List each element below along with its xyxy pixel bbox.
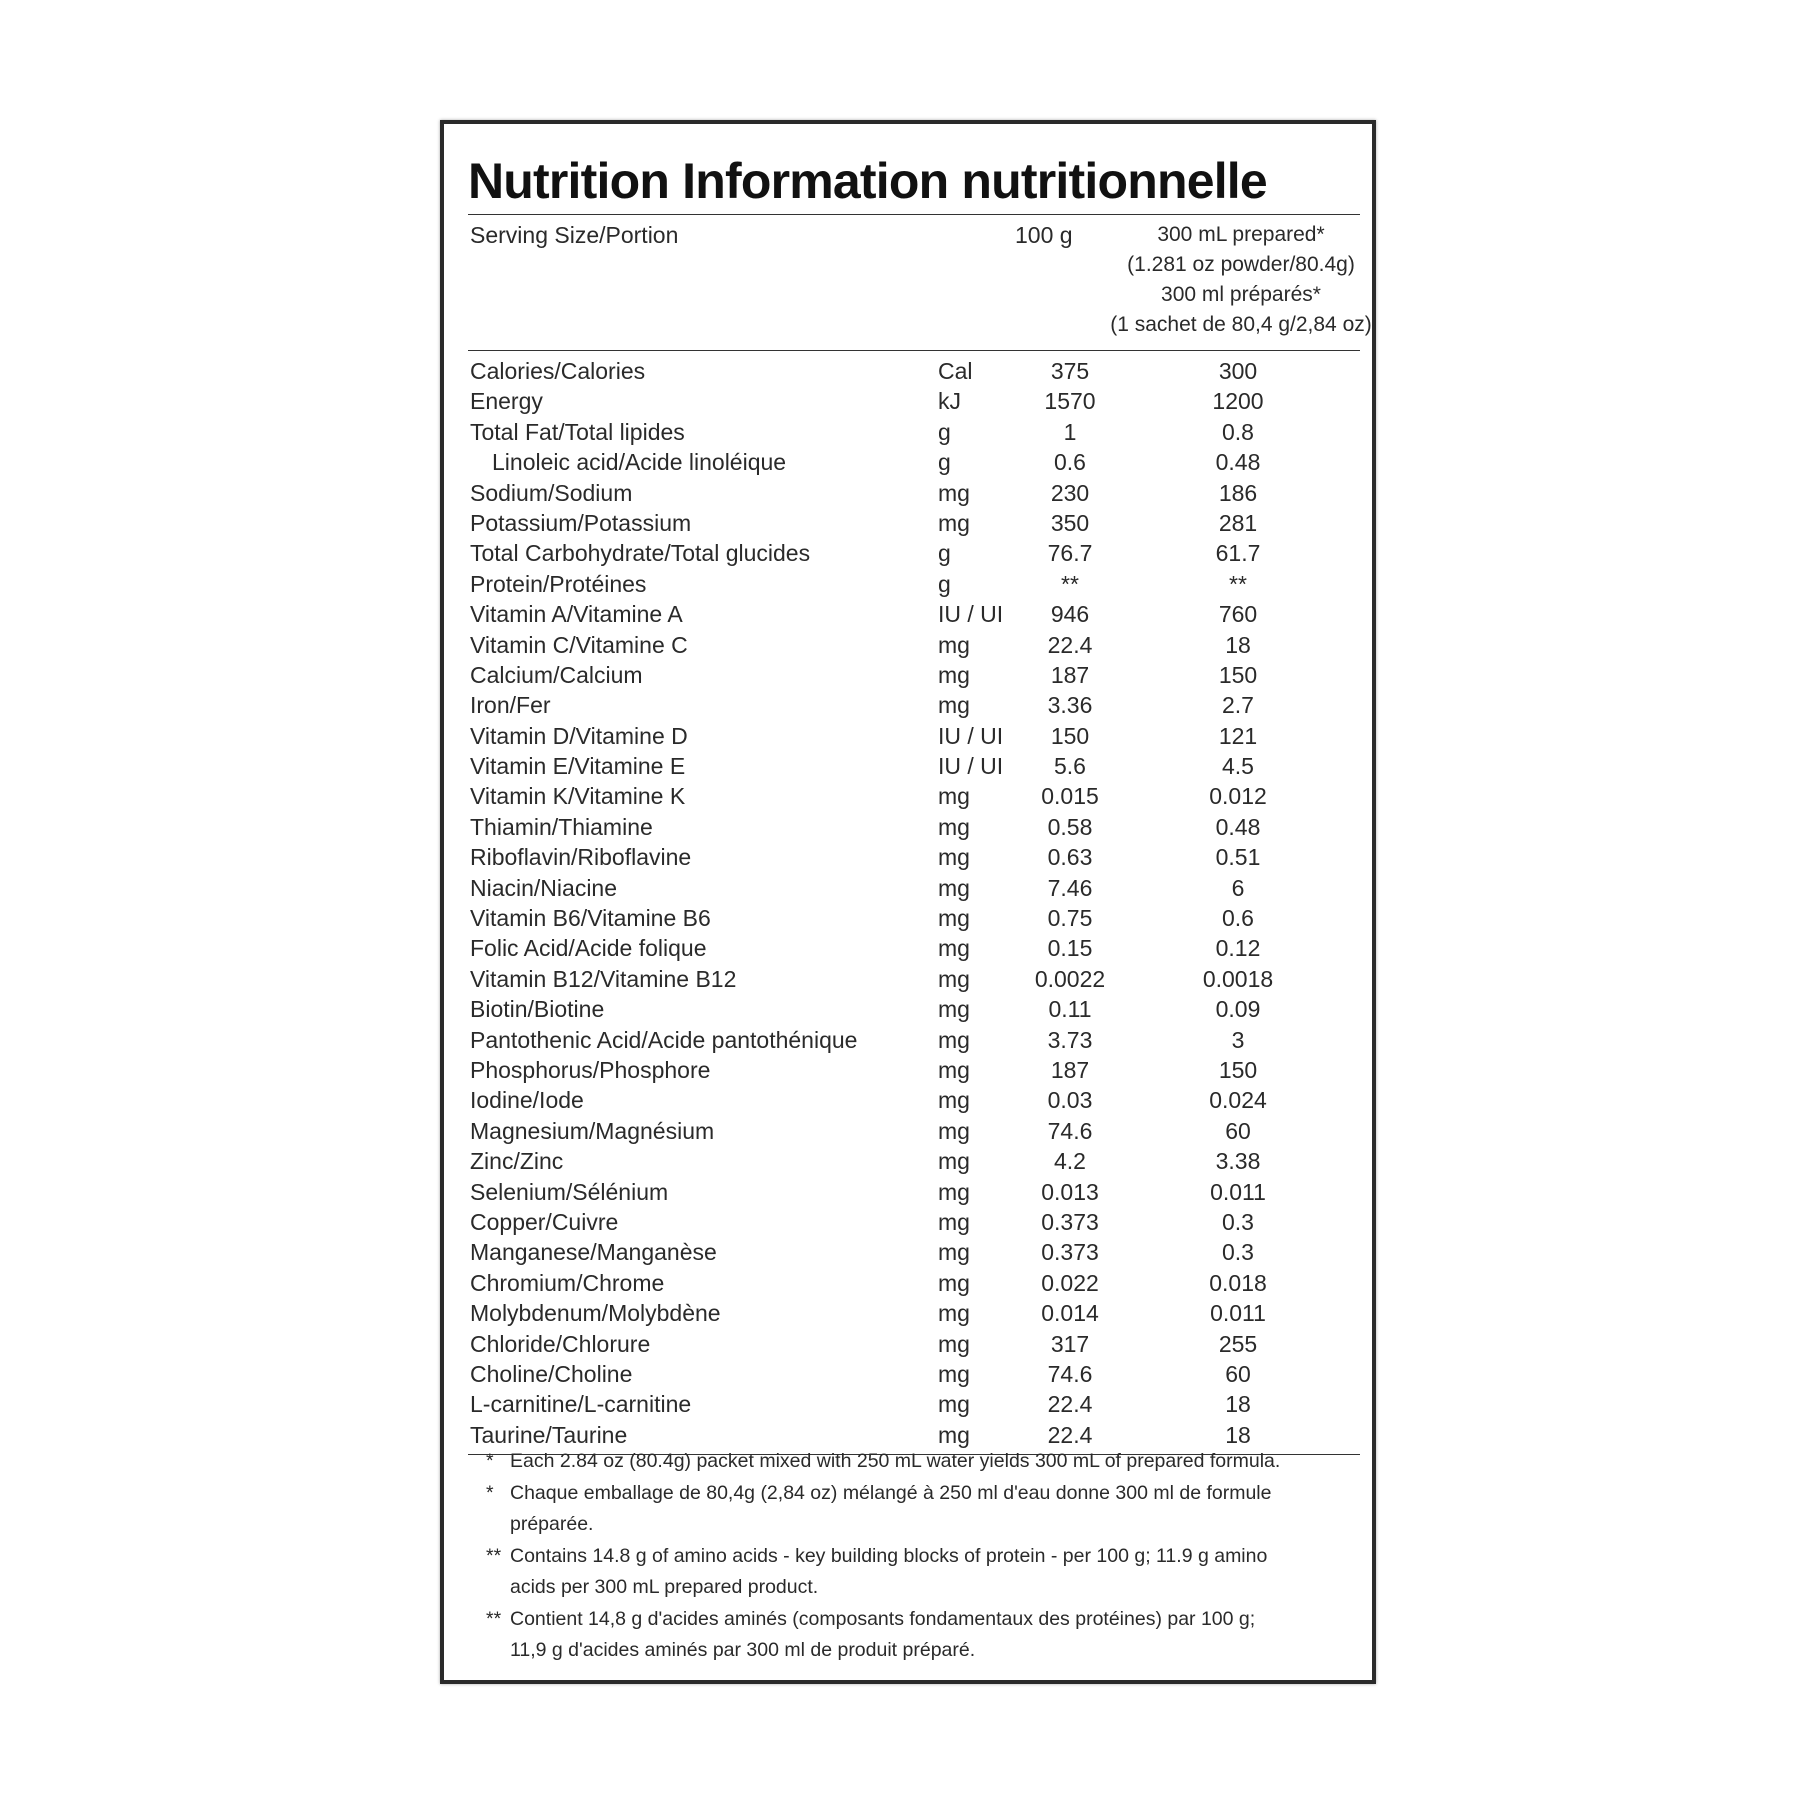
nutrient-unit: mg xyxy=(938,1208,970,1235)
nutrient-per100-value: 0.015 xyxy=(1041,783,1099,810)
serving-prepared-header xyxy=(1110,220,1372,340)
nutrient-per100-value: 22.4 xyxy=(1047,631,1093,658)
nutrient-row xyxy=(468,721,1360,751)
nutrient-row xyxy=(468,1116,1360,1146)
nutrient-per100-value: 4.2 xyxy=(1054,1148,1086,1175)
nutrient-prepared-value: 186 xyxy=(1218,479,1258,506)
nutrient-name: Magnesium/Magnésium xyxy=(470,1117,715,1144)
nutrient-unit: g xyxy=(938,418,951,445)
label-title: Nutrition Information nutritionnelle xyxy=(468,153,1267,209)
nutrient-unit: g xyxy=(938,449,951,476)
nutrient-name: Calcium/Calcium xyxy=(470,661,643,688)
nutrient-per100-value: 0.11 xyxy=(1048,996,1092,1023)
nutrient-prepared-value: 0.8 xyxy=(1222,418,1254,445)
prepared-header-line: (1.281 oz powder/80.4g) xyxy=(1127,253,1355,276)
nutrient-name: Biotin/Biotine xyxy=(470,996,605,1023)
nutrient-name: Energy xyxy=(470,388,543,415)
nutrient-unit: IU / UI xyxy=(938,722,1004,749)
nutrient-per100-value: 7.46 xyxy=(1047,874,1093,901)
nutrient-row xyxy=(468,873,1360,903)
nutrient-per100-value: 0.014 xyxy=(1041,1300,1099,1327)
nutrient-row xyxy=(468,933,1360,963)
footnote-line: 11,9 g d'acides aminés par 300 ml de produit préparé. xyxy=(510,1639,976,1661)
nutrient-unit: mg xyxy=(938,874,970,901)
nutrient-per100-value: 0.013 xyxy=(1041,1178,1099,1205)
nutrition-label-panel xyxy=(440,120,1376,1684)
nutrient-name: Total Carbohydrate/Total glucides xyxy=(470,540,811,567)
nutrient-row xyxy=(468,1298,1360,1328)
nutrient-row xyxy=(468,964,1360,994)
nutrient-name: Calories/Calories xyxy=(470,358,646,384)
nutrient-name: Iron/Fer xyxy=(470,692,551,719)
nutrient-row xyxy=(468,842,1360,872)
footnote-mark: * xyxy=(486,1481,494,1504)
nutrient-row xyxy=(468,1177,1360,1207)
nutrient-name: Total Fat/Total lipides xyxy=(470,418,685,445)
nutrient-name: Manganese/Manganèse xyxy=(470,1239,717,1266)
serving-per100-header: 100 g xyxy=(1015,222,1073,248)
nutrient-row xyxy=(468,508,1360,538)
nutrient-per100-value: 0.63 xyxy=(1047,844,1093,871)
nutrient-prepared-value: 0.3 xyxy=(1222,1208,1254,1235)
footnote-line: Contains 14.8 g of amino acids - key building blocks of protein - per 100 g; 11.9 g amino xyxy=(510,1544,1268,1567)
nutrient-unit: kJ xyxy=(938,388,961,415)
nutrient-prepared-value: 3 xyxy=(1231,1026,1245,1053)
nutrient-prepared-value: 2.7 xyxy=(1222,692,1254,719)
footnote xyxy=(468,1541,1360,1604)
nutrient-per100-value: 3.73 xyxy=(1047,1026,1093,1053)
nutrient-unit: mg xyxy=(938,1239,970,1266)
nutrient-name: Chloride/Chlorure xyxy=(470,1330,651,1357)
nutrient-name: Linoleic acid/Acide linoléique xyxy=(492,449,787,476)
nutrient-prepared-value: 0.024 xyxy=(1209,1087,1267,1114)
nutrient-row xyxy=(468,386,1360,416)
nutrient-name: Copper/Cuivre xyxy=(470,1208,619,1235)
nutrient-row xyxy=(468,417,1360,447)
nutrient-prepared-value: 0.09 xyxy=(1215,996,1261,1023)
footnotes xyxy=(468,1446,1360,1667)
nutrient-row xyxy=(468,994,1360,1024)
nutrient-name: Vitamin C/Vitamine C xyxy=(470,631,688,658)
nutrient-unit: IU / UI xyxy=(938,601,1004,628)
nutrient-per100-value: 74.6 xyxy=(1047,1117,1093,1144)
footnote xyxy=(468,1478,1360,1541)
nutrient-row xyxy=(468,1268,1360,1298)
nutrient-prepared-value: 760 xyxy=(1218,601,1258,628)
nutrient-name: Folic Acid/Acide folique xyxy=(470,935,707,962)
nutrient-unit: mg xyxy=(938,661,970,688)
nutrient-row xyxy=(468,781,1360,811)
nutrient-table xyxy=(468,356,1360,1450)
nutrient-unit: mg xyxy=(938,935,970,962)
nutrient-prepared-value: 0.48 xyxy=(1215,449,1261,476)
prepared-header-line: 300 ml préparés* xyxy=(1161,283,1321,306)
nutrient-name: Thiamin/Thiamine xyxy=(470,813,653,840)
nutrient-name: Molybdenum/Molybdène xyxy=(470,1300,721,1327)
nutrient-row xyxy=(468,1025,1360,1055)
nutrient-name: Zinc/Zinc xyxy=(470,1148,564,1175)
footnote xyxy=(468,1604,1360,1667)
nutrient-unit: mg xyxy=(938,1026,970,1053)
nutrient-name: Chromium/Chrome xyxy=(470,1269,665,1296)
nutrient-name: Potassium/Potassium xyxy=(470,509,692,536)
nutrient-per100-value: 0.58 xyxy=(1047,813,1093,840)
nutrient-prepared-value: 0.6 xyxy=(1222,905,1254,932)
nutrient-unit: mg xyxy=(938,1178,970,1205)
nutrient-per100-value: 350 xyxy=(1050,509,1090,536)
nutrient-prepared-value: ** xyxy=(1229,570,1247,597)
nutrient-per100-value: 1 xyxy=(1063,418,1077,445)
nutrient-row xyxy=(468,1329,1360,1359)
nutrient-row xyxy=(468,630,1360,660)
nutrient-per100-value: 5.6 xyxy=(1054,753,1086,780)
nutrient-unit: IU / UI xyxy=(938,753,1004,780)
nutrient-unit: mg xyxy=(938,1360,970,1387)
nutrient-name: Taurine/Taurine xyxy=(470,1421,628,1448)
nutrient-unit: mg xyxy=(938,509,970,536)
nutrient-per100-value: 74.6 xyxy=(1047,1360,1093,1387)
nutrient-name: Niacin/Niacine xyxy=(470,874,618,901)
nutrient-name: Protein/Protéines xyxy=(470,570,647,597)
nutrient-per100-value: 150 xyxy=(1050,722,1090,749)
nutrient-row xyxy=(468,1085,1360,1115)
nutrient-per100-value: 0.022 xyxy=(1041,1269,1099,1296)
nutrient-unit: mg xyxy=(938,1056,970,1083)
nutrient-name: Choline/Choline xyxy=(470,1360,633,1387)
nutrient-per100-value: 946 xyxy=(1050,601,1090,628)
nutrient-row xyxy=(468,1389,1360,1419)
nutrient-unit: mg xyxy=(938,1148,970,1175)
nutrient-prepared-value: 121 xyxy=(1218,722,1258,749)
nutrient-row xyxy=(468,599,1360,629)
nutrient-prepared-value: 18 xyxy=(1225,1391,1251,1418)
nutrient-unit: mg xyxy=(938,783,970,810)
nutrient-prepared-value: 1200 xyxy=(1212,388,1264,415)
nutrient-unit: g xyxy=(938,540,951,567)
nutrient-prepared-value: 150 xyxy=(1218,661,1258,688)
nutrient-prepared-value: 18 xyxy=(1225,1421,1251,1448)
nutrient-name: Phosphorus/Phosphore xyxy=(470,1056,711,1083)
nutrient-unit: mg xyxy=(938,996,970,1023)
footnote-line: acids per 300 mL prepared product. xyxy=(510,1576,819,1598)
nutrient-unit: mg xyxy=(938,905,970,932)
prepared-header-line: (1 sachet de 80,4 g/2,84 oz) xyxy=(1110,313,1372,336)
nutrient-prepared-value: 0.012 xyxy=(1209,783,1267,810)
nutrient-unit: mg xyxy=(938,692,970,719)
nutrient-per100-value: 230 xyxy=(1050,479,1090,506)
nutrient-prepared-value: 6 xyxy=(1231,874,1245,901)
nutrient-name: Selenium/Sélénium xyxy=(470,1178,669,1205)
nutrient-per100-value: 0.373 xyxy=(1041,1208,1099,1235)
nutrient-row xyxy=(468,812,1360,842)
nutrient-name: Vitamin B6/Vitamine B6 xyxy=(470,905,711,932)
nutrient-prepared-value: 300 xyxy=(1218,358,1258,384)
nutrient-unit: mg xyxy=(938,631,970,658)
nutrient-prepared-value: 0.018 xyxy=(1209,1269,1267,1296)
nutrient-row xyxy=(468,1237,1360,1267)
nutrient-per100-value: 187 xyxy=(1050,661,1090,688)
nutrient-row xyxy=(468,1055,1360,1085)
nutrient-unit: mg xyxy=(938,479,970,506)
nutrient-per100-value: 1570 xyxy=(1044,388,1096,415)
nutrient-row xyxy=(468,538,1360,568)
nutrient-prepared-value: 255 xyxy=(1218,1330,1258,1357)
serving-rule xyxy=(468,350,1360,351)
nutrient-per100-value: 22.4 xyxy=(1047,1391,1093,1418)
nutrient-prepared-value: 4.5 xyxy=(1222,753,1254,780)
nutrient-per100-value: 375 xyxy=(1050,358,1090,384)
footnote-line: Contient 14,8 g d'acides aminés (composants fondamentaux des protéines) par 100 g; xyxy=(510,1607,1256,1630)
nutrient-per100-value: 0.03 xyxy=(1047,1087,1093,1114)
nutrient-row xyxy=(468,751,1360,781)
nutrient-per100-value: 187 xyxy=(1050,1056,1090,1083)
nutrient-row xyxy=(468,660,1360,690)
nutrient-name: L-carnitine/L-carnitine xyxy=(470,1391,692,1418)
nutrient-unit: mg xyxy=(938,1391,970,1418)
footnote-line: Chaque emballage de 80,4g (2,84 oz) mélangé à 250 ml d'eau donne 300 ml de formule xyxy=(510,1481,1272,1504)
nutrient-unit: mg xyxy=(938,1087,970,1114)
nutrient-per100-value: 0.6 xyxy=(1054,449,1086,476)
nutrient-prepared-value: 18 xyxy=(1225,631,1251,658)
nutrient-unit: Cal xyxy=(938,358,973,384)
nutrient-per100-value: 3.36 xyxy=(1047,692,1093,719)
nutrient-per100-value: 0.0022 xyxy=(1034,965,1106,992)
nutrient-prepared-value: 281 xyxy=(1218,509,1258,536)
nutrient-prepared-value: 0.011 xyxy=(1210,1178,1266,1205)
serving-size-label: Serving Size/Portion xyxy=(470,222,679,248)
nutrient-row xyxy=(468,1207,1360,1237)
footnote-mark: * xyxy=(486,1450,494,1472)
nutrient-unit: mg xyxy=(938,965,970,992)
nutrient-name: Vitamin E/Vitamine E xyxy=(470,753,686,780)
nutrient-row xyxy=(468,1146,1360,1176)
nutrient-name: Iodine/Iode xyxy=(470,1087,584,1114)
nutrient-name: Sodium/Sodium xyxy=(470,479,633,506)
nutrient-per100-value: 0.75 xyxy=(1047,905,1093,932)
nutrient-prepared-value: 0.12 xyxy=(1215,935,1261,962)
nutrient-per100-value: 0.15 xyxy=(1047,935,1093,962)
nutrient-unit: mg xyxy=(938,1421,970,1448)
nutrient-prepared-value: 60 xyxy=(1225,1360,1251,1387)
nutrient-name: Vitamin D/Vitamine D xyxy=(470,722,688,749)
nutrient-per100-value: 76.7 xyxy=(1047,540,1093,567)
nutrient-unit: g xyxy=(938,570,951,597)
nutrient-row xyxy=(468,356,1360,386)
nutrient-prepared-value: 0.011 xyxy=(1210,1300,1266,1327)
nutrient-per100-value: 0.373 xyxy=(1041,1239,1099,1266)
footnote-mark: ** xyxy=(486,1607,502,1630)
nutrient-per100-value: ** xyxy=(1061,570,1079,597)
nutrient-unit: mg xyxy=(938,844,970,871)
nutrient-prepared-value: 60 xyxy=(1225,1117,1251,1144)
footnote-line: Each 2.84 oz (80.4g) packet mixed with 250 mL water yields 300 mL of prepared formula. xyxy=(510,1450,1281,1472)
nutrient-row xyxy=(468,1359,1360,1389)
nutrient-unit: mg xyxy=(938,813,970,840)
nutrient-prepared-value: 150 xyxy=(1218,1056,1258,1083)
nutrient-unit: mg xyxy=(938,1330,970,1357)
title-rule xyxy=(468,214,1360,215)
footnote xyxy=(468,1446,1360,1478)
nutrient-name: Pantothenic Acid/Acide pantothénique xyxy=(470,1026,858,1053)
nutrient-name: Vitamin K/Vitamine K xyxy=(470,783,686,810)
nutrient-row xyxy=(468,447,1360,477)
nutrient-prepared-value: 0.0018 xyxy=(1202,965,1274,992)
nutrient-name: Vitamin B12/Vitamine B12 xyxy=(470,965,737,992)
nutrient-unit: mg xyxy=(938,1117,970,1144)
nutrient-prepared-value: 0.51 xyxy=(1215,844,1261,871)
prepared-header-line: 300 mL prepared* xyxy=(1157,223,1325,246)
nutrient-prepared-value: 0.3 xyxy=(1222,1239,1254,1266)
footnote-line: préparée. xyxy=(510,1513,594,1535)
nutrient-name: Vitamin A/Vitamine A xyxy=(470,601,683,628)
nutrient-unit: mg xyxy=(938,1300,970,1327)
nutrient-row xyxy=(468,478,1360,508)
footnote-mark: ** xyxy=(486,1544,502,1567)
nutrient-prepared-value: 3.38 xyxy=(1215,1148,1261,1175)
nutrient-name: Riboflavin/Riboflavine xyxy=(470,844,692,871)
nutrient-per100-value: 317 xyxy=(1050,1330,1090,1357)
nutrient-per100-value: 22.4 xyxy=(1047,1421,1093,1448)
nutrient-prepared-value: 61.7 xyxy=(1215,540,1261,567)
nutrient-row xyxy=(468,903,1360,933)
nutrient-prepared-value: 0.48 xyxy=(1215,813,1261,840)
nutrient-row xyxy=(468,690,1360,720)
nutrient-unit: mg xyxy=(938,1269,970,1296)
nutrient-row xyxy=(468,569,1360,599)
